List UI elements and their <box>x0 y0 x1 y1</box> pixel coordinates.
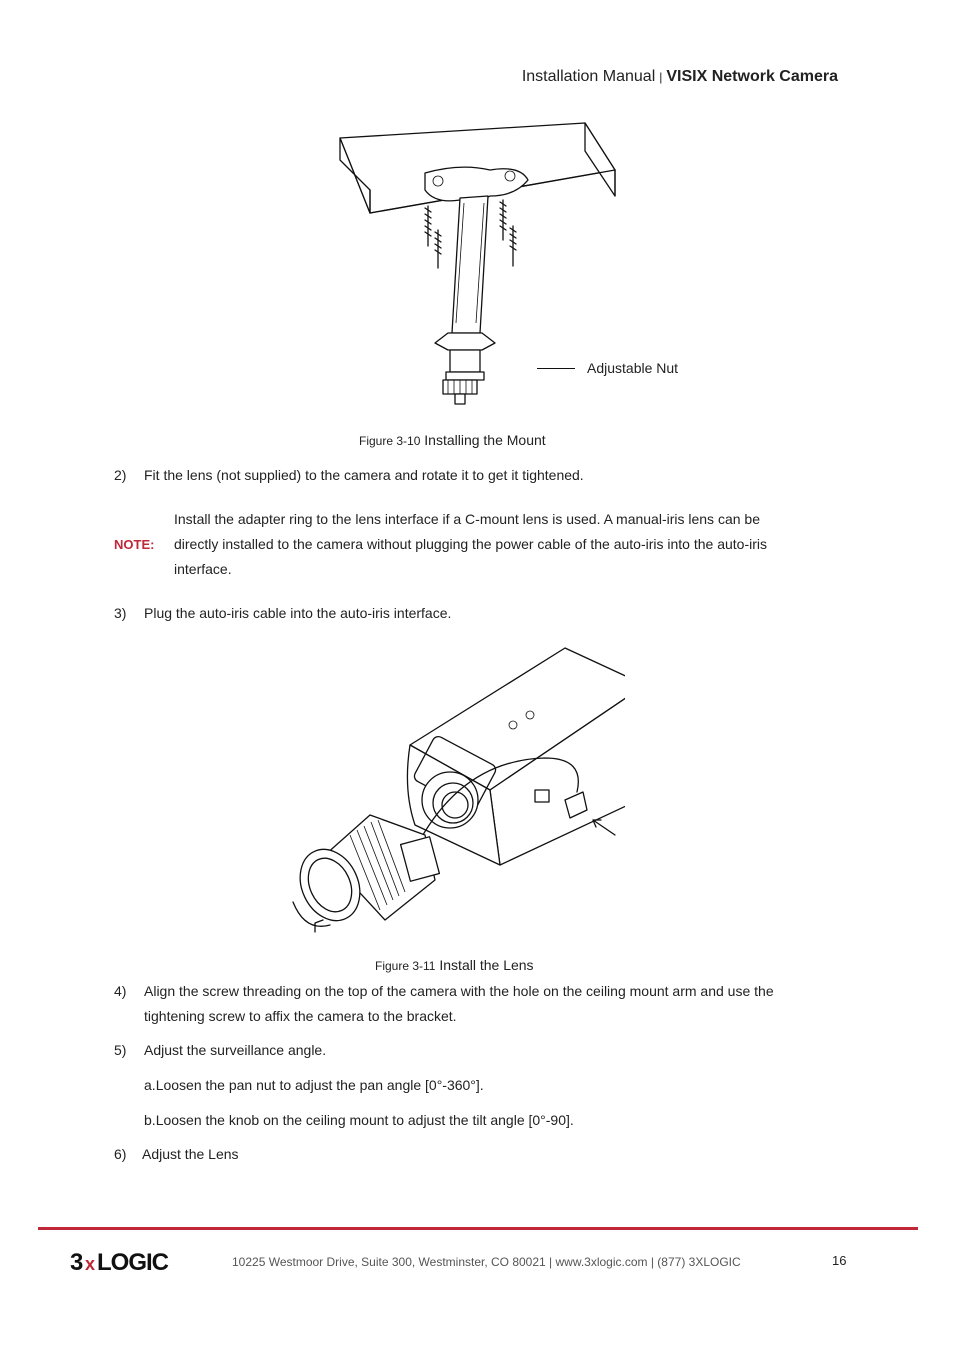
mount-arm <box>452 196 488 333</box>
footer-address: 10225 Westmoor Drive, Suite 300, Westminster, CO 80021 | www.3xlogic.com | (877) 3XLOGIC <box>232 1255 741 1269</box>
note-line-2: directly installed to the camera without plugging the power cable of the auto-iris into the auto-iris <box>174 536 767 552</box>
figure-3-10-caption <box>359 432 546 448</box>
footer-rule <box>38 1227 918 1230</box>
note-text <box>174 507 834 582</box>
figure-3-10-label: Figure 3-10 <box>359 434 421 448</box>
callout-adjustable-nut: Adjustable Nut <box>587 360 679 376</box>
note-line-1: Install the adapter ring to the lens interface if a C-mount lens is used. A manual-iris lens can be <box>174 511 760 527</box>
step-2-text: Fit the lens (not supplied) to the camera and rotate it to get it tightened. <box>144 467 584 483</box>
step-6 <box>114 1146 239 1162</box>
svg-text:x: x <box>85 1254 96 1274</box>
callout-line <box>537 368 575 369</box>
step-5a-letter: a. <box>144 1077 156 1093</box>
ceiling-mount-illustration <box>330 118 630 413</box>
svg-text:3: 3 <box>70 1249 84 1276</box>
figure-3-11-title: Install the Lens <box>439 957 534 973</box>
step-2-number: 2) <box>114 467 127 483</box>
step-4 <box>114 983 774 999</box>
step-5b-text: Loosen the knob on the ceiling mount to adjust the tilt angle [0°-90]. <box>155 1112 574 1128</box>
step-3-number: 3) <box>114 605 127 621</box>
running-header <box>522 68 838 86</box>
figure-3-11-label: Figure 3-11 <box>375 959 436 973</box>
step-5-text: Adjust the surveillance angle. <box>144 1042 327 1058</box>
step-5-number: 5) <box>114 1042 127 1058</box>
step-5b <box>144 1112 574 1128</box>
mount-base <box>425 167 528 201</box>
step-5a-text: Loosen the pan nut to adjust the pan angle [0°-360°]. <box>155 1077 484 1093</box>
step-4-line-1: Align the screw threading on the top of the camera with the hole on the ceiling mount arm and use the <box>144 983 774 999</box>
3xlogic-logo <box>70 1248 206 1276</box>
step-4-line-2: tightening screw to affix the camera to the bracket. <box>144 1008 457 1024</box>
svg-text:LOGIC: LOGIC <box>97 1249 168 1276</box>
note-label: NOTE: <box>114 537 155 552</box>
note-line-3: interface. <box>174 561 232 577</box>
header-separator: | <box>659 70 663 84</box>
figure-3-11-caption <box>375 957 534 973</box>
step-3 <box>114 605 451 621</box>
step-6-number: 6) <box>114 1146 127 1162</box>
step-5b-letter: b. <box>144 1112 156 1128</box>
page-number: 16 <box>832 1253 847 1268</box>
step-6-text: Adjust the Lens <box>142 1146 239 1162</box>
product-title: VISIX Network Camera <box>666 68 838 85</box>
step-2 <box>114 467 584 483</box>
step-5a <box>144 1077 484 1093</box>
manual-title: Installation Manual <box>521 68 656 85</box>
step-5 <box>114 1042 326 1058</box>
camera-lens-illustration <box>285 640 625 940</box>
step-4-number: 4) <box>114 983 127 999</box>
figure-3-10-title: Installing the Mount <box>424 432 546 448</box>
step-3-text: Plug the auto-iris cable into the auto-iris interface. <box>144 605 452 621</box>
